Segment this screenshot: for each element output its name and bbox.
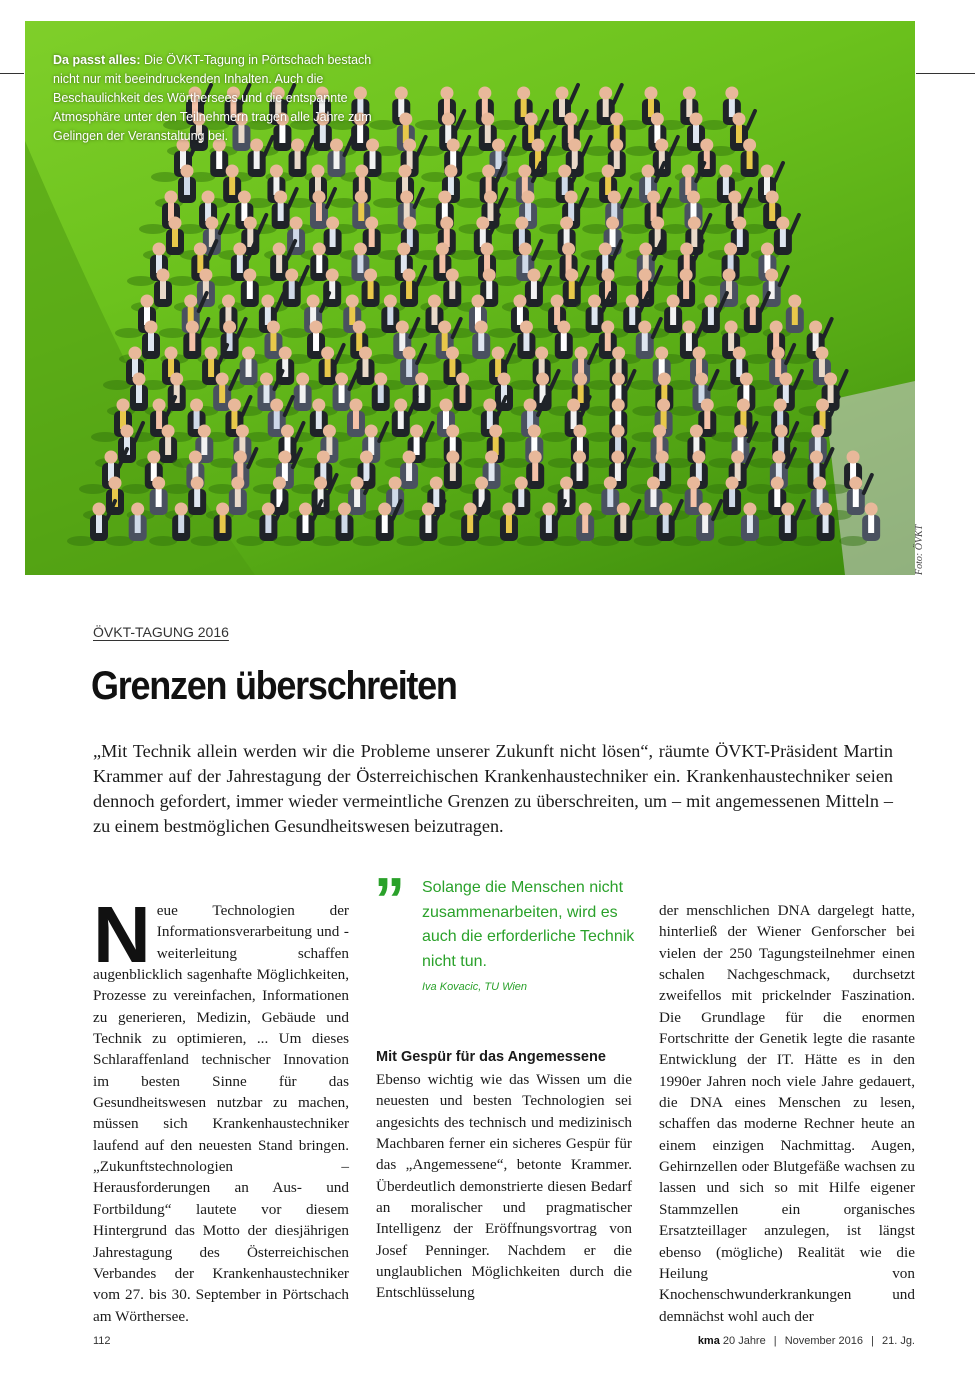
drop-cap: N (93, 890, 151, 979)
caption-text: Die ÖVKT-Tagung in Pörtschach bestach nicht nur mit beeindruckenden Inhalten. Auch die Beschaulichkeit des Wörthersees und die entspannte Atmosphäre unter den Teilnehmern tragen alle Jahre zum Gelingen der Veranstaltung bei. (53, 53, 372, 143)
attendee (667, 451, 708, 495)
attendee (421, 451, 462, 495)
attendee (697, 269, 738, 313)
article-kicker: ÖVKT-TAGUNG 2016 (93, 624, 229, 640)
footer-issue: 20 Jahre (722, 1335, 766, 1347)
attendee (632, 399, 673, 443)
body-column-3: der menschlichen DNA dargelegt hatte, hinterließ der Wiener Genforscher bei vielen der 250 Tagungsteilnehmer einen schalen Nachgeschmack, durchsetzt zweifellos mit prickelnder Faszination. Die Grundlage für die enormen Fortschritte der Genetik legte die rasante Entwicklung der IT. Hätte es in den 1990er Jahren noch viele Jahre gedauert, die DNA eines Menschen zu lesen, schaffen das moderne Rechner heute an einem einzigen Nachmittag. Augen, Gehirnzellen oder Blutgefäße wachsen zu lassen und sich so mit Hilfe eigener Stammzellen ein organisches Ersatzteillager anzulegen, ist längst ebenso (mögliche) Realität wie die Heilung von Knochenschwunderkrankungen und demnächst wohl auch der (659, 902, 915, 1325)
footer-date: November 2016 (784, 1335, 863, 1347)
section-subhead: Mit Gespür für das Angemessene (376, 1049, 606, 1065)
footer-separator: | (773, 1335, 777, 1347)
footer-separator: | (871, 1335, 874, 1347)
body-column-1-text: eue Technologien der Informationsverarbeitung und -weiterleitung schaffen augenblicklich sagenhafte Möglichkeiten, Prozesse zu vereinfachen, Informationen zu generieren, Medizin, Gebäude und Technik zu optimieren, ... Um dieses Schlaraffenland technischer Innovation im besten Sinne für das Gesundheitswesen nutzbar zu machen, müssen sich Krankenhaustechniker laufend auf den neuesten Stand bringen. „Zukunftstechnologien – Herausforderungen an Aus- und Fortbildung“ lautete vor diesem Hintergrund das Motto der diesjährigen Jahrestagung des Österreichischen Verbandes der Krankenhaustechniker vom 27. bis 30. September in Pörtschach am Wörthersee. (93, 902, 349, 1325)
body-column-1 (93, 890, 349, 1327)
footer-brand: kma (697, 1335, 720, 1347)
photo-caption (53, 51, 398, 146)
margin-rule-left (0, 73, 24, 74)
margin-rule-right (916, 73, 975, 74)
group-photo (25, 21, 915, 575)
article-headline: Grenzen überschreiten (91, 664, 457, 708)
footer-issue-info (698, 1335, 915, 1347)
article-lead: „Mit Technik allein werden wir die Probleme unserer Zukunft nicht lösen“, räumte ÖVKT-Präsident Martin Krammer auf der Jahrestagung der Österreichischen Krankenhaustechniker ein. Krankenhaustechniker seien dennoch gefordert, immer wieder vermeintliche Grenzen zu überschreiten, um – mit angemessenen Mitteln – zu einem bestmöglichen Gesundheitswesen beizutragen. (93, 741, 893, 836)
body-column-2: Ebenso wichtig wie das Wissen um die neuesten und besten Technologien sei angesichts des technisch und medizinisch Machbaren ferner ein sicheres Gespür für das „Angemessene“, betonte Krammer. Überdeutlich demonstrierte diesen Bedarf an moralischer und pragmatischer Intelligenz der Eröffnungsvortrag von Josef Penninger. Nachdem er die unglaublichen Möglichkeiten durch die Entschlüsselung (376, 1071, 632, 1302)
pull-quote-author: Iva Kovacic, TU Wien (422, 981, 528, 993)
attendee (711, 399, 752, 443)
caption-lead: Da passt alles: (53, 53, 141, 67)
quote-mark-icon: ” (374, 866, 401, 935)
photo-credit-text: Foto: ÖVKT (914, 524, 925, 575)
attendee (419, 165, 460, 209)
footer-volume: 21. Jg. (881, 1335, 915, 1347)
page-number: 112 (93, 1335, 111, 1347)
pull-quote: Solange die Menschen nicht zusammenarbeiten, wird es auch die erforderliche Technik nicht tun. (422, 879, 635, 970)
attendee (415, 217, 456, 261)
